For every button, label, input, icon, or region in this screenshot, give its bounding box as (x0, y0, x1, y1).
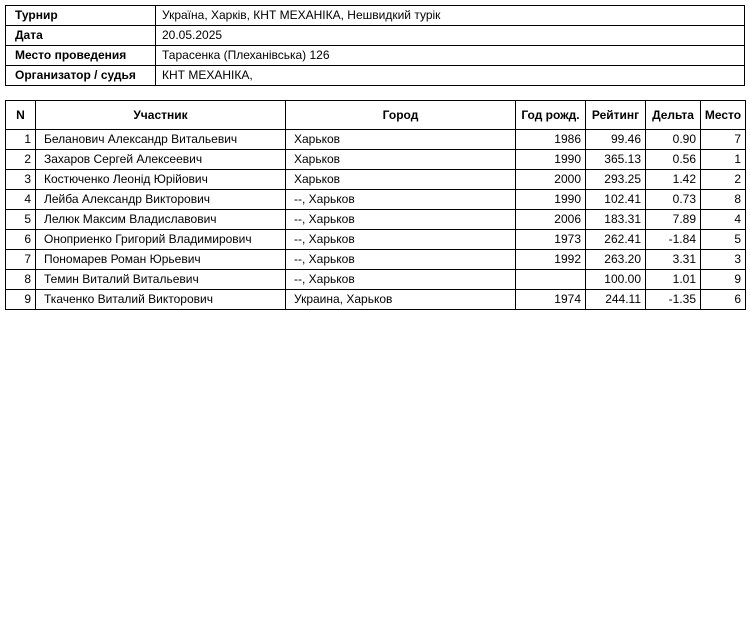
table-row (6, 190, 746, 210)
cell-rating: 99.46 (586, 130, 646, 150)
cell-n: 9 (6, 290, 36, 310)
cell-city: --, Харьков (286, 230, 516, 250)
info-row-venue (6, 46, 745, 66)
cell-rating: 262.41 (586, 230, 646, 250)
cell-year: 1990 (516, 150, 586, 170)
cell-n: 4 (6, 190, 36, 210)
cell-participant: Лейба Александр Викторович (36, 190, 286, 210)
cell-rating: 244.11 (586, 290, 646, 310)
cell-delta: 1.01 (646, 270, 701, 290)
cell-year: 1986 (516, 130, 586, 150)
cell-n: 5 (6, 210, 36, 230)
cell-year: 1973 (516, 230, 586, 250)
cell-participant: Оноприенко Григорий Владимирович (36, 230, 286, 250)
cell-n: 8 (6, 270, 36, 290)
cell-city: Харьков (286, 150, 516, 170)
cell-rating: 263.20 (586, 250, 646, 270)
table-row (6, 210, 746, 230)
cell-rating: 102.41 (586, 190, 646, 210)
cell-delta: -1.84 (646, 230, 701, 250)
info-row-organizer (6, 66, 745, 86)
cell-place: 1 (701, 150, 746, 170)
header-place: Место (701, 101, 746, 130)
header-rating: Рейтинг (586, 101, 646, 130)
cell-year (516, 270, 586, 290)
table-row (6, 130, 746, 150)
cell-rating: 100.00 (586, 270, 646, 290)
cell-n: 3 (6, 170, 36, 190)
cell-place: 5 (701, 230, 746, 250)
cell-city: --, Харьков (286, 250, 516, 270)
info-value-date: 20.05.2025 (156, 26, 745, 46)
info-value-organizer: КНТ МЕХАНІКА, (156, 66, 745, 86)
cell-participant: Темин Виталий Витальевич (36, 270, 286, 290)
cell-participant: Костюченко Леонід Юрійович (36, 170, 286, 190)
cell-place: 6 (701, 290, 746, 310)
cell-rating: 183.31 (586, 210, 646, 230)
cell-participant: Захаров Сергей Алексеевич (36, 150, 286, 170)
info-label-organizer: Организатор / судья (6, 66, 156, 86)
cell-delta: 0.73 (646, 190, 701, 210)
results-header-row (6, 101, 746, 130)
cell-city: Харьков (286, 130, 516, 150)
cell-participant: Лелюк Максим Владиславович (36, 210, 286, 230)
cell-place: 2 (701, 170, 746, 190)
table-row (6, 250, 746, 270)
cell-delta: 0.56 (646, 150, 701, 170)
cell-city: Харьков (286, 170, 516, 190)
cell-year: 2000 (516, 170, 586, 190)
cell-year: 1990 (516, 190, 586, 210)
table-row (6, 270, 746, 290)
cell-city: --, Харьков (286, 190, 516, 210)
cell-n: 1 (6, 130, 36, 150)
info-row-date (6, 26, 745, 46)
cell-place: 3 (701, 250, 746, 270)
cell-n: 2 (6, 150, 36, 170)
info-value-tournament: Україна, Харків, КНТ МЕХАНІКА, Нешвидкий турік (156, 6, 745, 26)
cell-delta: 3.31 (646, 250, 701, 270)
cell-city: Украина, Харьков (286, 290, 516, 310)
info-label-date: Дата (6, 26, 156, 46)
cell-place: 8 (701, 190, 746, 210)
cell-place: 4 (701, 210, 746, 230)
cell-delta: 0.90 (646, 130, 701, 150)
table-row (6, 230, 746, 250)
cell-delta: 7.89 (646, 210, 701, 230)
cell-n: 6 (6, 230, 36, 250)
cell-participant: Пономарев Роман Юрьевич (36, 250, 286, 270)
cell-participant: Беланович Александр Витальевич (36, 130, 286, 150)
table-row (6, 290, 746, 310)
tournament-info-table (5, 5, 745, 86)
header-city: Город (286, 101, 516, 130)
cell-rating: 365.13 (586, 150, 646, 170)
cell-delta: 1.42 (646, 170, 701, 190)
cell-year: 1992 (516, 250, 586, 270)
table-row (6, 170, 746, 190)
info-label-venue: Место проведения (6, 46, 156, 66)
info-label-tournament: Турнир (6, 6, 156, 26)
header-n: N (6, 101, 36, 130)
cell-year: 1974 (516, 290, 586, 310)
cell-participant: Ткаченко Виталий Викторович (36, 290, 286, 310)
results-table (5, 100, 746, 310)
cell-year: 2006 (516, 210, 586, 230)
cell-city: --, Харьков (286, 270, 516, 290)
results-body (6, 130, 746, 310)
info-value-venue: Тарасенка (Плеханівська) 126 (156, 46, 745, 66)
info-row-tournament (6, 6, 745, 26)
header-participant: Участник (36, 101, 286, 130)
table-row (6, 150, 746, 170)
cell-rating: 293.25 (586, 170, 646, 190)
cell-n: 7 (6, 250, 36, 270)
cell-delta: -1.35 (646, 290, 701, 310)
header-year: Год рожд. (516, 101, 586, 130)
cell-place: 9 (701, 270, 746, 290)
cell-city: --, Харьков (286, 210, 516, 230)
header-delta: Дельта (646, 101, 701, 130)
cell-place: 7 (701, 130, 746, 150)
